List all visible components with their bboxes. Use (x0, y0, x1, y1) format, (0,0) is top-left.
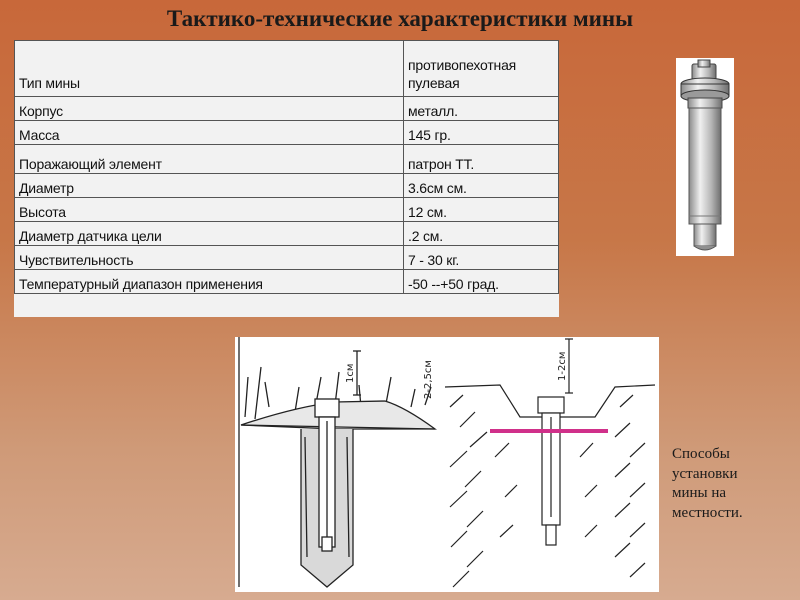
value-cell: 3.6см см. (404, 174, 559, 198)
mine-photo (676, 58, 734, 256)
value-cell: -50 --+50 град. (404, 270, 559, 294)
value-cell: 12 см. (404, 198, 559, 222)
value-cell (404, 41, 559, 97)
value-cell: металл. (404, 97, 559, 121)
param-cell: Масса (15, 121, 404, 145)
dimension-label-1: 1см (345, 363, 356, 383)
value-cell: патрон ТТ. (404, 145, 559, 174)
installation-drawing (235, 337, 659, 592)
caption-line: местности. (672, 504, 743, 521)
value-cell: .2 см. (404, 222, 559, 246)
param-cell: Диаметр (15, 174, 404, 198)
installation-figure (235, 337, 659, 592)
caption-line: мины на (672, 485, 727, 501)
value-cell: 7 - 30 кг. (404, 246, 559, 270)
caption (672, 445, 782, 523)
caption-line: Способы (672, 446, 730, 462)
param-cell: Диаметр датчика цели (15, 222, 404, 246)
table-row (15, 198, 559, 222)
ground-installation (445, 339, 655, 587)
value-line: пулевая (408, 75, 460, 91)
depth-marker (490, 429, 608, 433)
caption-line: установки (672, 465, 738, 482)
table-row (15, 246, 559, 270)
param-cell: Поражающий элемент (15, 145, 404, 174)
value-cell: 145 гр. (404, 121, 559, 145)
table-row (15, 222, 559, 246)
value-line: противопехотная (408, 57, 517, 73)
spec-table-container (14, 40, 559, 317)
table-row (15, 97, 559, 121)
param-cell: Высота (15, 198, 404, 222)
dimension-label-3: 1-2см (557, 351, 568, 381)
table-row (15, 145, 559, 174)
mine-illustration (676, 58, 734, 256)
param-cell: Температурный диапазон применения (15, 270, 404, 294)
mound-installation (239, 337, 435, 587)
param-cell: Тип мины (15, 41, 404, 97)
table-row (15, 270, 559, 294)
table-row (15, 41, 559, 97)
table-row (15, 121, 559, 145)
spec-table (14, 40, 559, 294)
dimension-label-2: 2-2,5см (423, 360, 434, 399)
table-row (15, 174, 559, 198)
slide-title: Тактико-технические характеристики мины (166, 6, 634, 31)
param-cell: Чувствительность (15, 246, 404, 270)
param-cell: Корпус (15, 97, 404, 121)
